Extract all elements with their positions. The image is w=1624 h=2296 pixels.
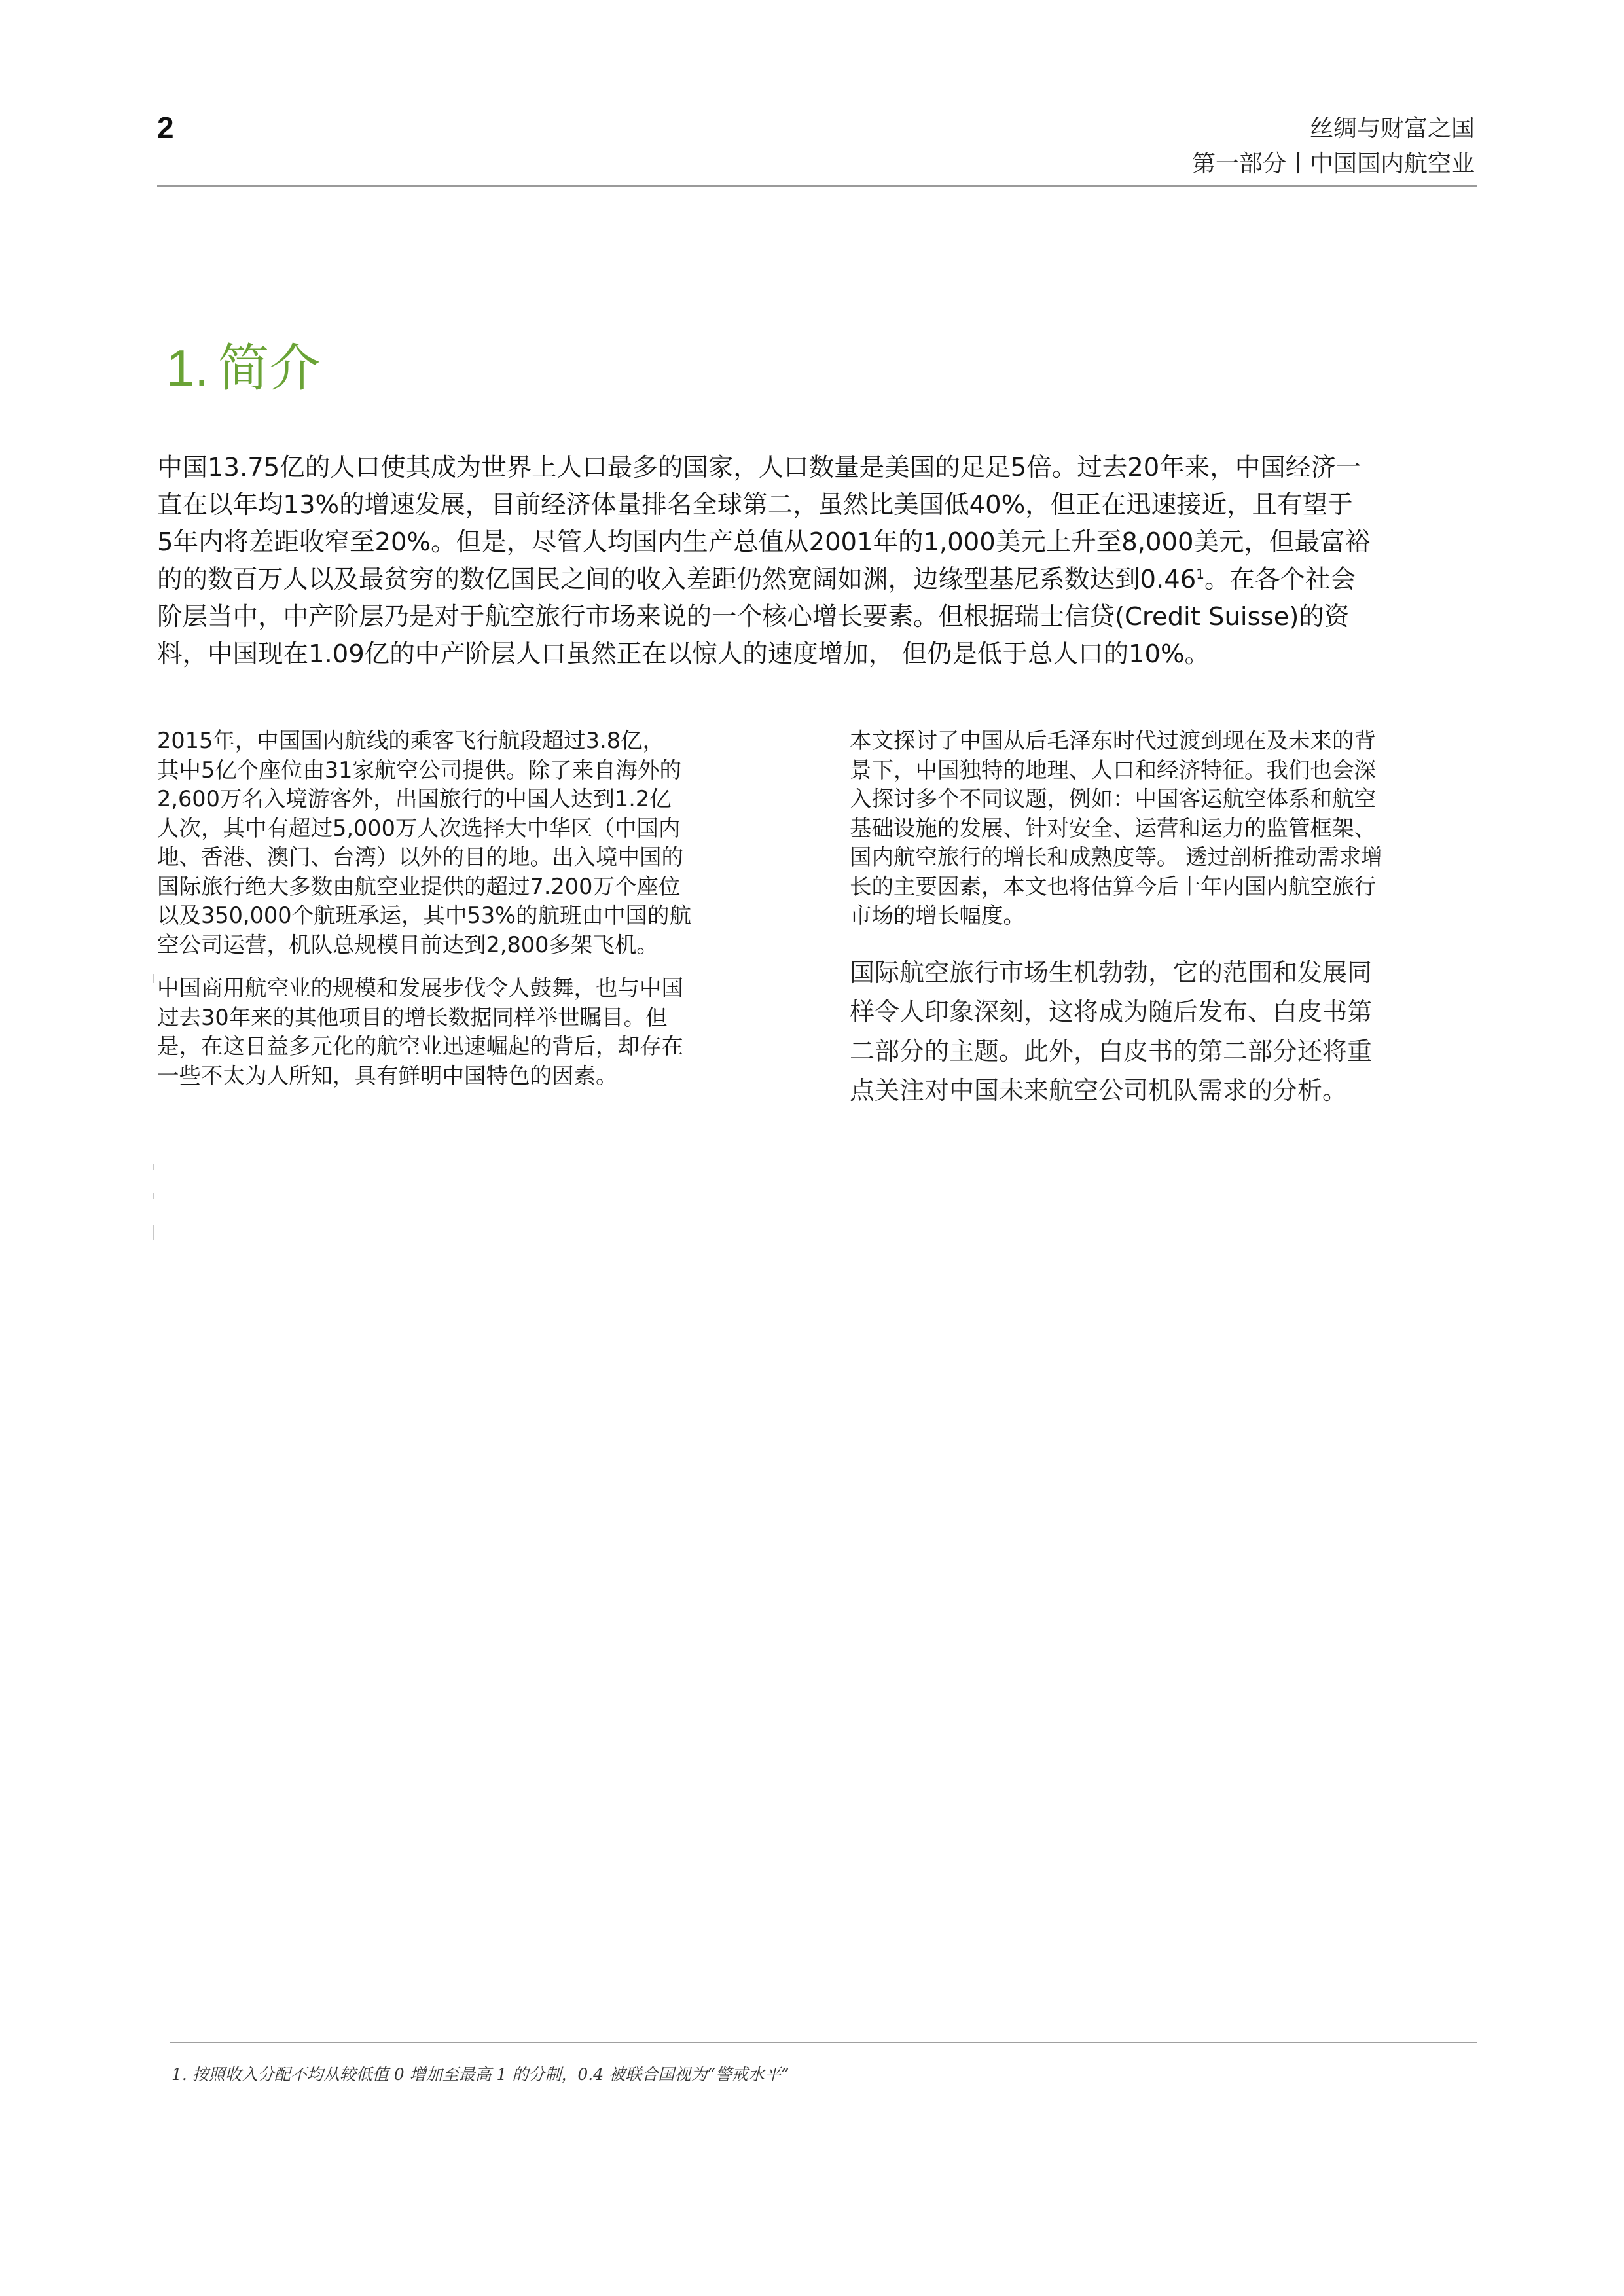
intro-line: 5年内将差距收窄至20%。但是，尽管人均国内生产总值从2001年的1,000美元上升至8,000美元，但最富裕 — [157, 528, 1370, 557]
left-column — [157, 726, 772, 1090]
right-paragraph-1 — [850, 726, 1465, 931]
left-paragraph-1 — [157, 726, 772, 960]
intro-line: 直在以年均13%的增速发展，目前经济体量排名全球第二，虽然比美国低40%，但正在迅速接近，且有望于 — [157, 490, 1353, 520]
margin-mark — [153, 1193, 154, 1199]
intro-line-text: 的的数百万人以及最贫穷的数亿国民之间的收入差距仍然宽阔如渊，边缘型基尼系数达到0.46 — [157, 565, 1197, 594]
page-number: 2 — [157, 111, 174, 145]
text-line: 国际航空旅行市场生机勃勃，它的范围和发展同 — [850, 958, 1373, 987]
text-line: 基础设施的发展、针对安全、运营和运力的监管框架、 — [850, 815, 1376, 841]
margin-mark — [153, 1225, 154, 1240]
footnote-divider — [170, 2042, 1477, 2043]
footnote: 1. 按照收入分配不均从较低值 0 增加至最高 1 的分制，0.4 被联合国视为“警戒水平” — [171, 2065, 789, 2084]
text-line: 国内航空旅行的增长和成熟度等。 透过剖析推动需求增 — [850, 844, 1383, 870]
intro-line — [157, 561, 1460, 598]
text-line: 其中5亿个座位由31家航空公司提供。除了来自海外的 — [157, 757, 681, 783]
text-line: 二部分的主题。此外，白皮书的第二部分还将重 — [850, 1036, 1373, 1066]
intro-line: 阶层当中，中产阶层乃是对于航空旅行市场来说的一个核心增长要素。但根据瑞士信贷(Credit Suisse)的资 — [157, 602, 1350, 632]
text-line: 样令人印象深刻，这将成为随后发布、白皮书第 — [850, 997, 1373, 1026]
intro-line: 料，中国现在1.09亿的中产阶层人口虽然正在以惊人的速度增加， 但仍是低于总人口的10%。 — [157, 639, 1210, 669]
text-line: 点关注对中国未来航空公司机队需求的分析。 — [850, 1075, 1348, 1105]
text-line: 长的主要因素，本文也将估算今后十年内国内航空旅行 — [850, 873, 1376, 899]
text-line: 入探讨多个不同议题，例如：中国客运航空体系和航空 — [850, 786, 1376, 812]
text-line: 一些不太为人所知，具有鲜明中国特色的因素。 — [157, 1062, 618, 1088]
text-line: 过去30年来的其他项目的增长数据同样举世瞩目。但 — [157, 1004, 668, 1030]
margin-mark — [153, 1164, 154, 1170]
footnote-reference: 1 — [1196, 566, 1204, 583]
header-divider — [157, 185, 1477, 187]
text-line: 景下，中国独特的地理、人口和经济特征。我们也会深 — [850, 757, 1376, 783]
right-paragraph-2 — [850, 953, 1465, 1110]
text-line: 地、香港、澳门、台湾）以外的目的地。出入境中国的 — [157, 844, 683, 870]
running-header — [1192, 111, 1475, 182]
text-line: 市场的增长幅度。 — [850, 903, 1025, 928]
intro-paragraph — [157, 449, 1460, 673]
text-line: 以及350,000个航班承运，其中53%的航班由中国的航 — [157, 903, 691, 928]
text-line: 本文探讨了中国从后毛泽东时代过渡到现在及未来的背 — [850, 728, 1376, 753]
right-column — [850, 726, 1465, 1110]
section-heading — [166, 327, 320, 401]
text-line: 2015年，中国国内航线的乘客飞行航段超过3.8亿， — [157, 728, 665, 753]
intro-line-tail: 。在各个社会 — [1204, 565, 1356, 594]
text-line: 中国商用航空业的规模和发展步伐令人鼓舞，也与中国 — [157, 975, 683, 1001]
section-number: 1. — [166, 339, 209, 397]
intro-line: 中国13.75亿的人口使其成为世界上人口最多的国家，人口数量是美国的足足5倍。过去20年来，中国经济一 — [157, 453, 1362, 482]
left-paragraph-2 — [157, 974, 772, 1090]
margin-mark — [153, 974, 154, 983]
section-title-text: 简介 — [218, 339, 321, 398]
running-title: 丝绸与财富之国 — [1309, 115, 1475, 142]
text-line: 人次，其中有超过5,000万人次选择大中华区（中国内 — [157, 815, 681, 841]
text-line: 是，在这日益多元化的航空业迅速崛起的背后，却存在 — [157, 1033, 683, 1059]
text-line: 空公司运营，机队总规模目前达到2,800多架飞机。 — [157, 931, 659, 958]
running-section: 第一部分丨中国国内航空业 — [1191, 151, 1475, 177]
text-line: 2,600万名入境游客外，出国旅行的中国人达到1.2亿 — [157, 786, 672, 812]
text-line: 国际旅行绝大多数由航空业提供的超过7.200万个座位 — [157, 873, 681, 899]
